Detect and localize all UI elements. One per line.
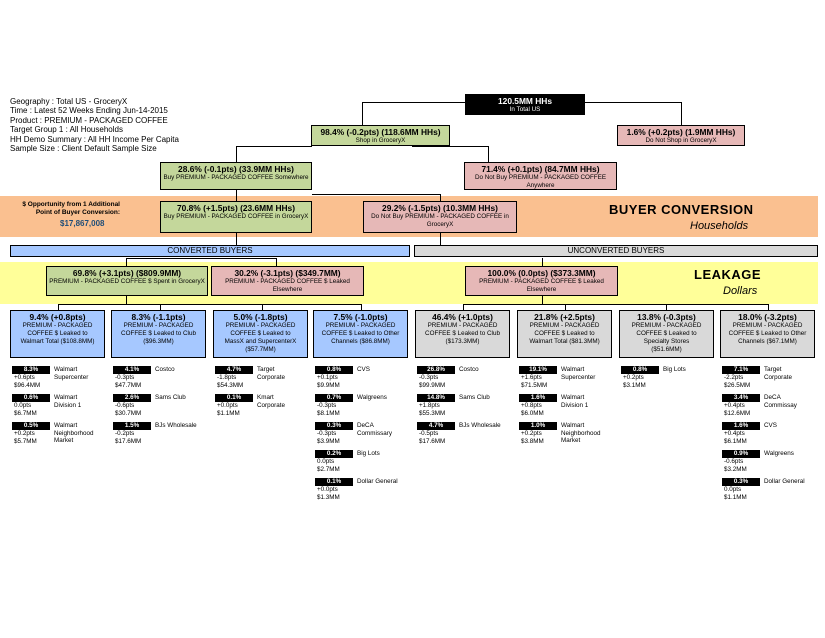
retailer-entry — [12, 366, 105, 389]
node-buy-somewhere — [160, 162, 312, 190]
unconverted-buyers-header: UNCONVERTED BUYERS — [414, 245, 818, 257]
node-spent-in-grocery — [46, 266, 208, 296]
retailer-name: Walmart Neighborhood Market — [561, 422, 601, 444]
channel-column-title: 8.3% (-1.1pts) — [131, 312, 186, 322]
retailer-entry — [315, 366, 408, 389]
retailer-entry — [722, 366, 815, 389]
channel-column-line: COFFEE $ Leaked to Other — [728, 330, 807, 337]
retailer-sales: $9.9MM — [317, 381, 340, 389]
channel-column-line: ($96.3MM) — [143, 338, 174, 345]
retailer-name: CVS — [357, 366, 370, 373]
retailer-sales: $17.6MM — [419, 437, 446, 445]
channel-column-line: COFFEE $ Leaked to — [636, 330, 697, 337]
retailer-entry — [315, 422, 408, 445]
node-buy-somewhere-sub: Buy PREMIUM - PACKAGED COFFEE Somewhere — [163, 174, 309, 181]
retailer-change: -0.6pts — [724, 458, 744, 465]
channel-column-line: PREMIUM - PACKAGED — [732, 322, 803, 329]
retailer-entry — [215, 394, 308, 417]
retailer-change: -0.3pts — [317, 402, 337, 409]
retailer-entry — [519, 394, 612, 417]
channel-column-line: PREMIUM - PACKAGED — [631, 322, 702, 329]
retailer-entry — [417, 394, 510, 417]
retailer-sales: $30.7MM — [115, 409, 142, 417]
retailer-entry — [215, 366, 308, 389]
retailer-share-badge: 1.6% — [722, 422, 760, 430]
retailer-change: 0.0pts — [317, 458, 335, 465]
meta-demo-summary: HH Demo Summary : All HH Income Per Capita — [10, 134, 179, 144]
retailer-sales: $99.9MM — [419, 381, 446, 389]
retailer-name: BJs Wholesale — [459, 422, 501, 429]
retailer-name: Dollar General — [764, 478, 805, 485]
retailer-sales: $96.4MM — [14, 381, 41, 389]
node-spent-in-sub: PREMIUM - PACKAGED COFFEE $ Spent in GroceryX — [49, 278, 205, 285]
node-buy-in-sub: Buy PREMIUM - PACKAGED COFFEE in GroceryX — [163, 213, 309, 220]
retailer-change: -0.3pts — [419, 374, 439, 381]
node-spent-in-title: 69.8% (+3.1pts) ($809.9MM) — [72, 268, 182, 278]
retailer-entry — [417, 366, 510, 389]
meta-time: Time : Latest 52 Weeks Ending Jun-14-2015 — [10, 106, 168, 116]
retailer-name: Big Lots — [357, 450, 380, 457]
channel-column-line: MassX and SupercenterX — [224, 338, 297, 345]
retailer-change: +0.2pts — [14, 430, 35, 437]
retailer-sales: $3.1MM — [623, 381, 646, 389]
node-noshop-title: 1.6% (+0.2pts) (1.9MM HHs) — [626, 127, 736, 137]
channel-column-box — [111, 310, 206, 358]
retailer-entry — [315, 478, 408, 501]
retailer-name: DeCA Commissary — [357, 422, 392, 437]
channel-column-line: PREMIUM - PACKAGED — [427, 322, 498, 329]
retailer-change: -0.5pts — [419, 430, 439, 437]
retailer-name: Walmart Division 1 — [54, 394, 82, 409]
retailer-name: DeCA Commissay — [764, 394, 797, 409]
retailer-change: -0.3pts — [115, 374, 135, 381]
retailer-entry — [722, 394, 815, 417]
retailer-name: Target Corporate — [257, 366, 286, 381]
retailer-change: +0.1pts — [317, 374, 338, 381]
retailer-sales: $12.6MM — [724, 409, 751, 417]
retailer-entry — [519, 366, 612, 389]
retailer-share-badge: 4.7% — [215, 366, 253, 374]
retailer-share-badge: 0.8% — [621, 366, 659, 374]
retailer-entry — [113, 422, 206, 445]
node-buy-in-grocery — [160, 201, 312, 233]
retailer-sales: $5.7MM — [14, 437, 37, 445]
channel-column-line: PREMIUM - PACKAGED — [325, 322, 396, 329]
retailer-entry — [722, 478, 815, 501]
buyer-conversion-title: BUYER CONVERSION — [609, 202, 754, 217]
root-node-total-us — [465, 94, 585, 115]
retailer-change: 0.0pts — [724, 486, 742, 493]
channel-column-line: Walmart Total ($81.3MM) — [529, 338, 600, 345]
channel-column-line: ($51.6MM) — [651, 346, 682, 353]
retailer-entry — [315, 450, 408, 473]
node-leaked-else-sub: PREMIUM - PACKAGED COFFEE $ Leaked Elsewhere — [225, 278, 350, 293]
retailer-sales: $3.8MM — [521, 437, 544, 445]
retailer-share-badge: 19.1% — [519, 366, 557, 374]
retailer-sales: $47.7MM — [115, 381, 142, 389]
node-unconv-leaked-title: 100.0% (0.0pts) ($373.3MM) — [487, 268, 596, 278]
node-shop-title: 98.4% (-0.2pts) (118.6MM HHs) — [320, 127, 441, 137]
node-not-buy-anywhere-sub: Do Not Buy PREMIUM - PACKAGED COFFEE Anywhere — [474, 174, 607, 189]
retailer-entry — [113, 366, 206, 389]
node-do-not-shop — [617, 125, 745, 146]
node-not-buy-in-title: 29.2% (-1.5pts) (10.3MM HHs) — [382, 203, 498, 213]
meta-geography: Geography : Total US - GroceryX — [10, 97, 128, 106]
retailer-entry — [315, 394, 408, 417]
node-noshop-sub: Do Not Shop in GroceryX — [645, 137, 717, 144]
node-leaked-elsewhere — [211, 266, 364, 296]
retailer-change: -0.6pts — [115, 402, 135, 409]
retailer-sales: $3.9MM — [317, 437, 340, 445]
retailer-change: +1.8pts — [419, 402, 440, 409]
retailer-name: Walmart Neighborhood Market — [54, 422, 94, 444]
retailer-name: Walgreens — [764, 450, 794, 457]
channel-column-title: 9.4% (+0.8pts) — [29, 312, 86, 322]
retailer-name: BJs Wholesale — [155, 422, 197, 429]
retailer-entry — [12, 394, 105, 417]
retailer-name: Walgreens — [357, 394, 387, 401]
opportunity-text: $ Opportunity from 1 Additional Point of Buyer Conversion: — [22, 201, 120, 216]
channel-column-line: PREMIUM - PACKAGED — [123, 322, 194, 329]
retailer-name: Costco — [459, 366, 479, 373]
channel-column-line: PREMIUM - PACKAGED — [22, 322, 93, 329]
retailer-sales: $17.6MM — [115, 437, 142, 445]
retailer-change: -0.3pts — [317, 430, 337, 437]
channel-column-line: COFFEE $ Leaked to Other — [321, 330, 400, 337]
retailer-name: Walmart Supercenter — [54, 366, 89, 381]
node-leaked-else-title: 30.2% (-3.1pts) ($349.7MM) — [234, 268, 341, 278]
retailer-change: +0.2pts — [521, 430, 542, 437]
retailer-sales: $54.3MM — [217, 381, 244, 389]
channel-column-line: COFFEE $ Leaked to Club — [121, 330, 196, 337]
retailer-entry — [12, 422, 105, 445]
retailer-share-badge: 4.1% — [113, 366, 151, 374]
retailer-name: Sams Club — [459, 394, 490, 401]
retailer-sales: $71.5MM — [521, 381, 548, 389]
retailer-name: Target Corporate — [764, 366, 793, 381]
opportunity-callout — [14, 201, 120, 228]
channel-column-line: ($57.7MM) — [245, 346, 276, 353]
retailer-name: Sams Club — [155, 394, 186, 401]
converted-buyers-header: CONVERTED BUYERS — [10, 245, 410, 257]
retailer-sales: $1.1MM — [217, 409, 240, 417]
root-node-title: 120.5MM HHs — [498, 96, 552, 106]
retailer-change: +1.6pts — [521, 374, 542, 381]
leakage-title: LEAKAGE — [694, 267, 762, 282]
retailer-sales: $6.0MM — [521, 409, 544, 417]
retailer-share-badge: 14.8% — [417, 394, 455, 402]
channel-column-title: 13.8% (-0.3pts) — [637, 312, 696, 322]
root-node-sub: In Total US — [509, 106, 541, 113]
retailer-sales: $2.7MM — [317, 465, 340, 473]
retailer-share-badge: 0.5% — [12, 422, 50, 430]
retailer-share-badge: 0.7% — [315, 394, 353, 402]
retailer-share-badge: 0.1% — [215, 394, 253, 402]
retailer-sales: $26.5MM — [724, 381, 751, 389]
retailer-change: -2.2pts — [724, 374, 744, 381]
report-metadata — [10, 97, 179, 153]
channel-column-line: PREMIUM - PACKAGED — [529, 322, 600, 329]
retailer-share-badge: 1.0% — [519, 422, 557, 430]
retailer-entry — [621, 366, 714, 389]
retailer-entry — [519, 422, 612, 445]
channel-column-title: 5.0% (-1.8pts) — [233, 312, 288, 322]
retailer-share-badge: 0.9% — [722, 450, 760, 458]
channel-column-line: PREMIUM - PACKAGED — [225, 322, 296, 329]
retailer-change: -0.2pts — [115, 430, 135, 437]
channel-column-title: 7.5% (-1.0pts) — [333, 312, 388, 322]
retailer-sales: $1.3MM — [317, 493, 340, 501]
retailer-share-badge: 8.3% — [12, 366, 50, 374]
channel-column-line: Specialty Stores — [643, 338, 690, 345]
meta-product: Product : PREMIUM - PACKAGED COFFEE — [10, 115, 168, 125]
retailer-name: Dollar General — [357, 478, 398, 485]
meta-sample-size: Sample Size : Client Default Sample Size — [10, 144, 157, 154]
retailer-change: +0.0pts — [217, 402, 238, 409]
channel-column-line: COFFEE $ Leaked to Club — [425, 330, 500, 337]
retailer-sales: $1.1MM — [724, 493, 747, 501]
channel-column-line: COFFEE $ Leaked to — [230, 330, 291, 337]
retailer-name: Walmart Supercenter — [561, 366, 596, 381]
channel-column-line: ($173.3MM) — [445, 338, 480, 345]
node-buy-in-title: 70.8% (+1.5pts) (23.6MM HHs) — [177, 203, 295, 213]
node-not-buy-anywhere — [464, 162, 617, 190]
retailer-share-badge: 0.3% — [722, 478, 760, 486]
meta-target-group: Target Group 1 : All Households — [10, 125, 123, 135]
retailer-share-badge: 7.1% — [722, 366, 760, 374]
retailer-sales: $55.3MM — [419, 409, 446, 417]
retailer-share-badge: 26.8% — [417, 366, 455, 374]
channel-column-title: 21.8% (+2.5pts) — [534, 312, 595, 322]
node-shop-sub: Shop in GroceryX — [355, 137, 406, 144]
channel-column-line: Channels ($86.8MM) — [331, 338, 390, 345]
channel-column-title: 46.4% (+1.0pts) — [432, 312, 493, 322]
node-shop-in-grocery — [311, 125, 450, 146]
buyer-conversion-subtitle: Households — [690, 220, 749, 232]
leakage-subtitle: Dollars — [723, 285, 758, 297]
retailer-change: +0.0pts — [317, 486, 338, 493]
retailer-entry — [722, 422, 815, 445]
node-unconv-leaked-sub: PREMIUM - PACKAGED COFFEE $ Leaked Elsewhere — [479, 278, 604, 293]
channel-column-line: COFFEE $ Leaked to — [27, 330, 88, 337]
retailer-entry — [722, 450, 815, 473]
retailer-sales: $6.7MM — [14, 409, 37, 417]
retailer-share-badge: 0.8% — [315, 366, 353, 374]
retailer-change: +0.4pts — [724, 402, 745, 409]
retailer-name: Kmart Corporate — [257, 394, 286, 409]
channel-column-title: 18.0% (-3.2pts) — [738, 312, 797, 322]
channel-column-box — [415, 310, 510, 358]
retailer-change: +0.8pts — [521, 402, 542, 409]
node-not-buy-anywhere-title: 71.4% (+0.1pts) (84.7MM HHs) — [481, 164, 600, 174]
retailer-name: Costco — [155, 366, 175, 373]
channel-column-box — [10, 310, 105, 358]
channel-column-box — [213, 310, 308, 358]
retailer-share-badge: 1.5% — [113, 422, 151, 430]
retailer-sales: $3.2MM — [724, 465, 747, 473]
retailer-change: +0.4pts — [724, 430, 745, 437]
retailer-share-badge: 3.4% — [722, 394, 760, 402]
retailer-share-badge: 0.3% — [315, 422, 353, 430]
retailer-sales: $8.1MM — [317, 409, 340, 417]
retailer-share-badge: 0.2% — [315, 450, 353, 458]
node-not-buy-in-sub: Do Not Buy PREMIUM - PACKAGED COFFEE in GroceryX — [371, 213, 509, 228]
retailer-change: +0.2pts — [623, 374, 644, 381]
retailer-sales: $6.1MM — [724, 437, 747, 445]
retailer-share-badge: 4.7% — [417, 422, 455, 430]
retailer-entry — [113, 394, 206, 417]
retailer-share-badge: 0.6% — [12, 394, 50, 402]
channel-column-box — [313, 310, 408, 358]
channel-column-box — [517, 310, 612, 358]
retailer-change: 0.0pts — [14, 402, 32, 409]
retailer-change: +0.6pts — [14, 374, 35, 381]
retailer-name: Walmart Division 1 — [561, 394, 589, 409]
channel-column-line: COFFEE $ Leaked to — [534, 330, 595, 337]
retailer-entry — [417, 422, 510, 445]
node-not-buy-in-grocery — [363, 201, 517, 233]
channel-column-line: Channels ($67.1MM) — [738, 338, 797, 345]
node-buy-somewhere-title: 28.6% (-0.1pts) (33.9MM HHs) — [178, 164, 294, 174]
retailer-share-badge: 1.6% — [519, 394, 557, 402]
opportunity-amount: $17,867,008 — [60, 219, 105, 228]
node-unconverted-leaked — [465, 266, 618, 296]
channel-column-box — [619, 310, 714, 358]
retailer-change: -1.8pts — [217, 374, 237, 381]
retailer-share-badge: 2.6% — [113, 394, 151, 402]
retailer-share-badge: 0.1% — [315, 478, 353, 486]
retailer-name: CVS — [764, 422, 777, 429]
retailer-name: Big Lots — [663, 366, 686, 373]
channel-column-box — [720, 310, 815, 358]
channel-column-line: Walmart Total ($108.8MM) — [20, 338, 95, 345]
